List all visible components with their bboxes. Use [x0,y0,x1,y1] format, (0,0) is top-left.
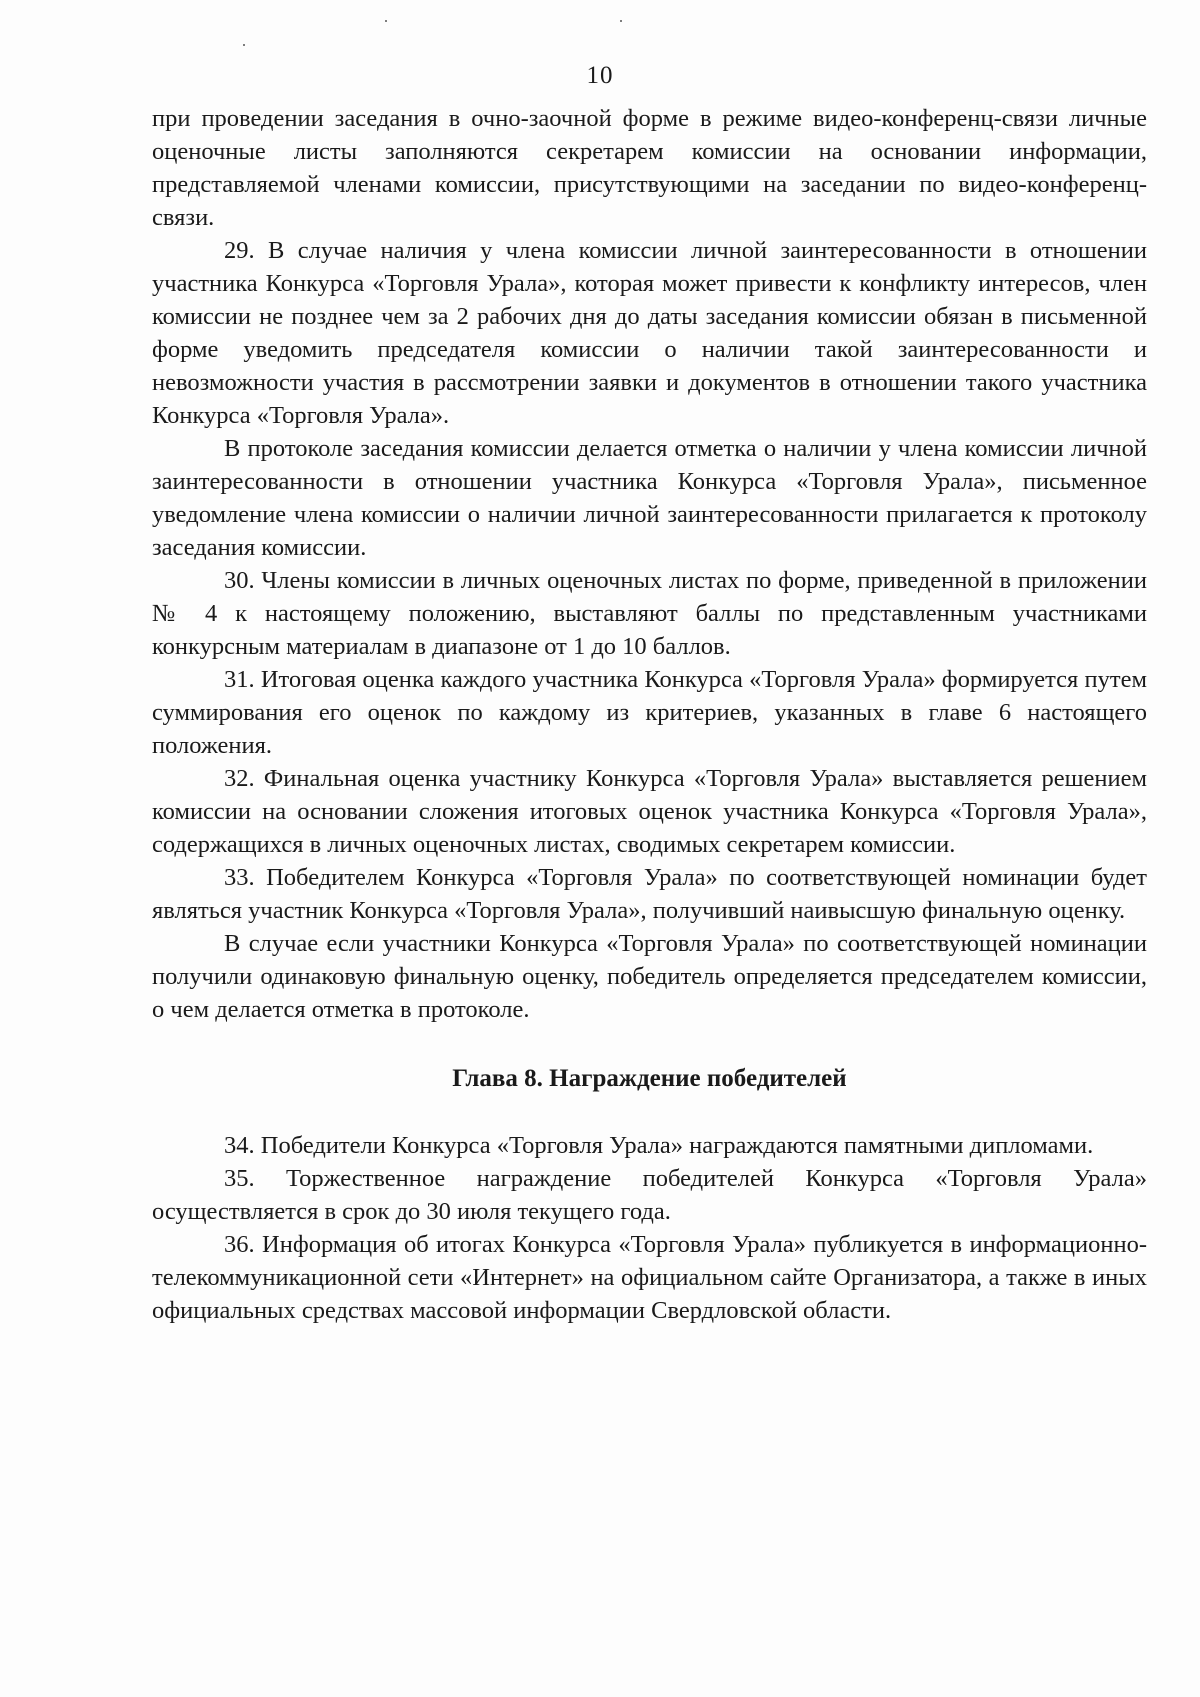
document-body [152,102,1147,1327]
paragraph-p-continuation: при проведении заседания в очно-заочной форме в режиме видео-конференц-связи личные оценочные листы заполняются секретарем комиссии на основании информации, представляемой членами комиссии, присутствующими на заседании по видео-конференц-связи. [152,105,1147,231]
paragraph-p-33b: В случае если участники Конкурса «Торговля Урала» по соответствующей номинации получили одинаковую финальную оценку, победитель определяется председателем комиссии, о чем делается отметка в протоколе. [152,930,1147,1023]
paragraph-p-36: 36. Информация об итогах Конкурса «Торговля Урала» публикуется в информационно-телекоммуникационной сети «Интернет» на официальном сайте Организатора, а также в иных официальных средствах массовой информации Свердловской области. [152,1231,1147,1324]
paragraph-p-30: 30. Члены комиссии в личных оценочных листах по форме, приведенной в приложении № 4 к настоящему положению, выставляют баллы по представленным участниками конкурсным материалам в диапазоне от 1 до 10 баллов. [152,567,1147,660]
paragraph-p-35: 35. Торжественное награждение победителей Конкурса «Торговля Урала» осуществляется в срок до 30 июля текущего года. [152,1165,1147,1225]
section-paragraphs [152,1129,1147,1327]
scan-speck [385,20,387,22]
scan-speck [243,44,245,46]
paragraph-p-32: 32. Финальная оценка участнику Конкурса «Торговля Урала» выставляется решением комиссии на основании сложения итоговых оценок участника Конкурса «Торговля Урала», содержащихся в личных оценочных листах, сводимых секретарем комиссии. [152,765,1147,858]
section-paragraphs [152,102,1147,1026]
paragraph-p-29b: В протоколе заседания комиссии делается отметка о наличии у члена комиссии личной заинтересованности в отношении участника Конкурса «Торговля Урала», письменное уведомление члена комиссии о наличии личной заинтересованности прилагается к протоколу заседания комиссии. [152,435,1147,561]
paragraph-p-29: 29. В случае наличия у члена комиссии личной заинтересованности в отношении участника Конкурса «Торговля Урала», которая может привести к конфликту интересов, член комиссии не позднее чем за 2 рабочих дня до даты заседания комиссии обязан в письменной форме уведомить председателя комиссии о наличии такой заинтересованности и невозможности участия в рассмотрении заявки и документов в отношении такого участника Конкурса «Торговля Урала». [152,237,1147,429]
page-number: 10 [586,62,614,89]
chapter-heading: Глава 8. Награждение победителей [452,1065,847,1092]
paragraph-p-33: 33. Победителем Конкурса «Торговля Урала» по соответствующей номинации будет являться участник Конкурса «Торговля Урала», получивший наивысшую финальную оценку. [152,864,1147,924]
paragraph-p-31: 31. Итоговая оценка каждого участника Конкурса «Торговля Урала» формируется путем суммирования его оценок по каждому из критериев, указанных в главе 6 настоящего положения. [152,666,1147,759]
paragraph-p-34: 34. Победители Конкурса «Торговля Урала» награждаются памятными дипломами. [224,1132,1094,1159]
scan-speck [620,20,622,22]
